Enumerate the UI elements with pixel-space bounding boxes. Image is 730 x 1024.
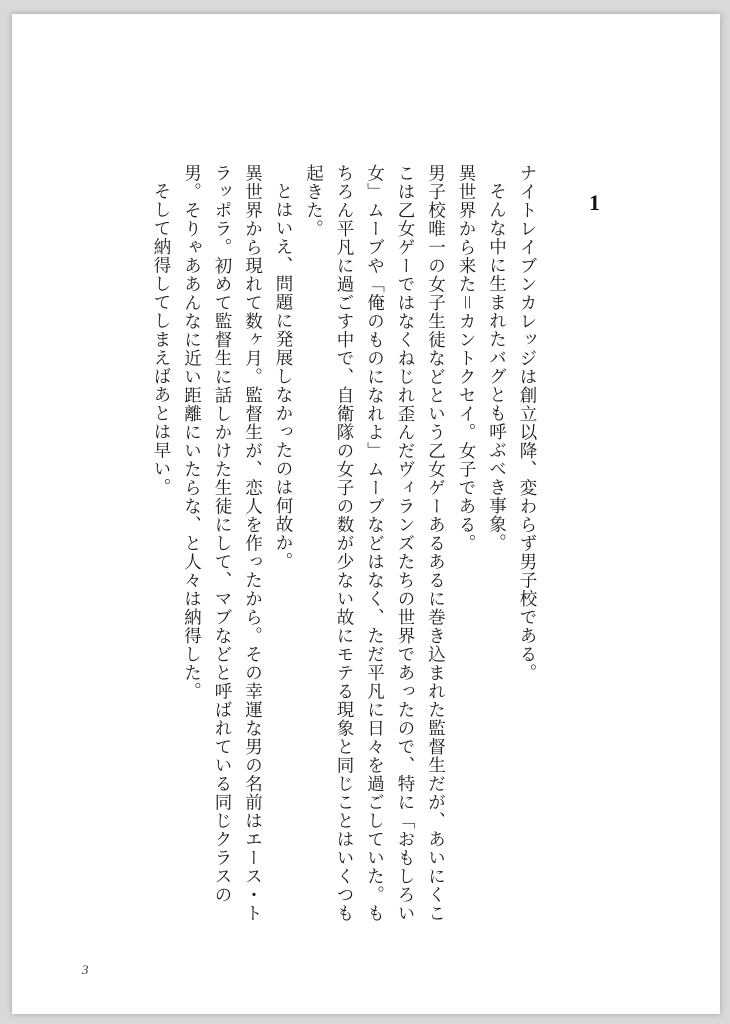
paragraph: そんな中に生まれたバグとも呼ぶべき事象。: [486, 181, 507, 552]
book-page: [12, 14, 720, 1014]
paragraph: 異世界から現れて数ヶ月。監督生が、恋人を作ったから。その幸運な男の名前はエース・トラッポラ。初めて監督生に話しかけた生徒にして、マブなどと呼ばれている同じクラスの男。そりゃああんなに近い距離にいたらな、と人々は納得した。: [181, 164, 263, 923]
paragraph: そして納得してしまえばあとは早い。: [151, 181, 171, 496]
body-text: [146, 164, 543, 924]
paragraph: 男子校唯一の女子生徒などという乙女ゲーあるあるに巻き込まれた監督生だが、あいにくここは乙女ゲーではなくねじれ歪んだヴィランズたちの世界であったので、特に「おもしろい女」ムーブや「俺のものになれよ」ムーブなどはなく、ただ平凡に日々を過ごしていた。もちろん平凡に過ごす中で、自衛隊の女子の数が少ない故にモテる現象と同じことはいくつも起きた。: [303, 164, 446, 923]
paragraph: とはいえ、問題に発展しなかったのは何故か。: [273, 181, 293, 570]
paragraph: ナイトレイブンカレッジは創立以降、変わらず男子校である。: [517, 164, 537, 682]
page-number: 3: [82, 962, 89, 977]
paragraph: 異世界から来た＝カントクセイ。女子である。: [456, 164, 476, 553]
chapter-number: 1: [589, 190, 600, 215]
